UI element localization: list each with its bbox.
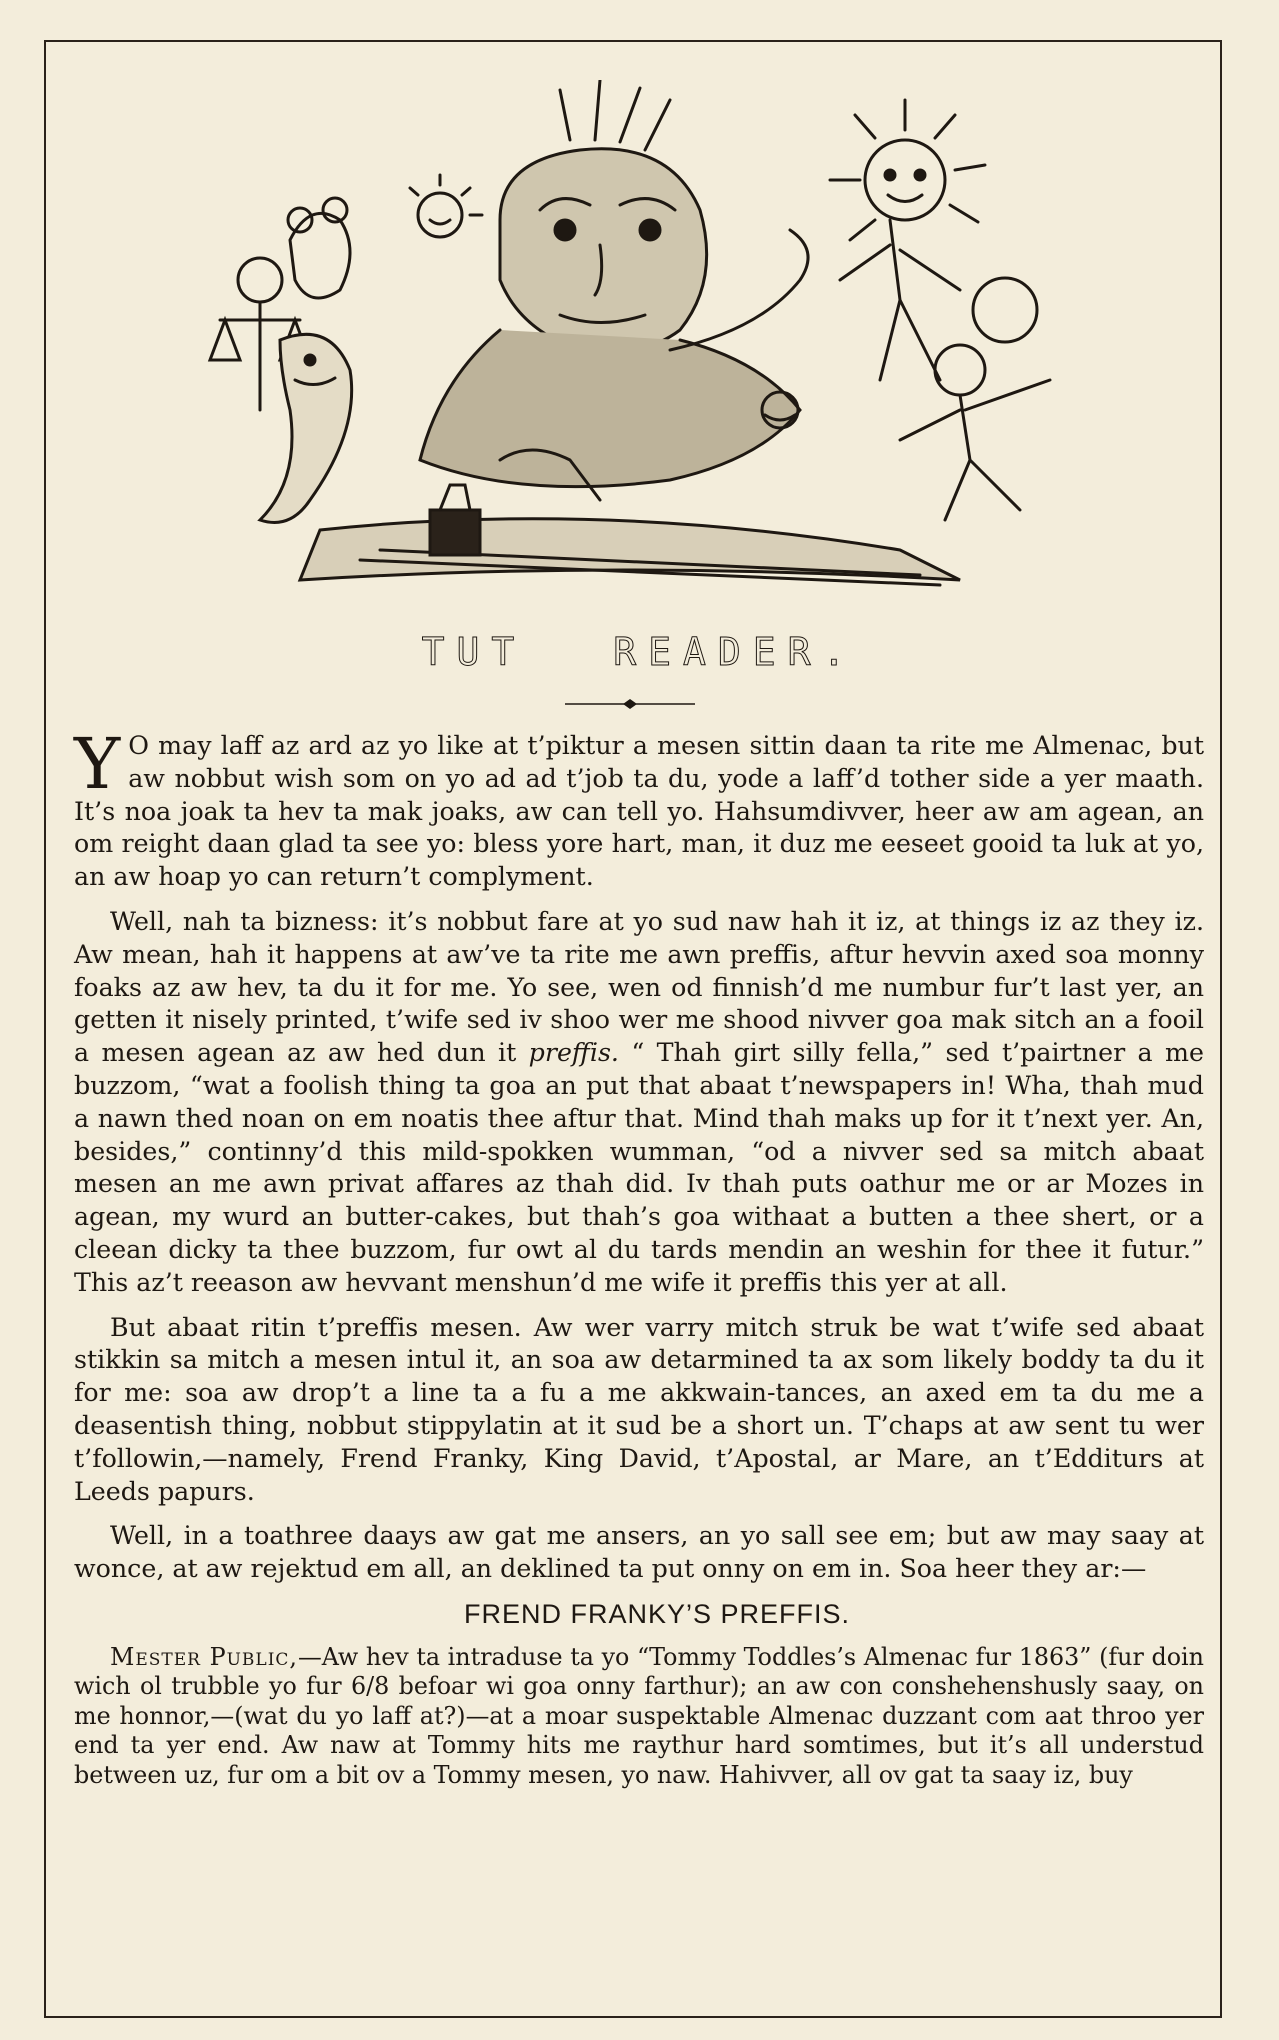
page-title (0, 630, 1279, 676)
section-heading: FREND FRANKY’S PREFFIS. (463, 1598, 851, 1629)
ornamental-divider (565, 698, 695, 710)
drop-cap: Y (74, 723, 121, 805)
paragraph-1 (74, 723, 1204, 894)
title-word-reader: READER. (613, 630, 858, 674)
paragraph-4: Well, in a toathree daays aw gat me ansers, an yo sall see em; but aw may saay at wonce, at aw rejektud em all, an deklined ta put onny on em in. Soa heer they ar:— (74, 1521, 1204, 1584)
grotesque-writer-illustration (200, 80, 1120, 610)
paragraph-2-text-before: Well, nah ta bizness: it’s nobbut fare at yo sud naw hah it iz, at things iz az they iz. Aw mean, hah it happens at aw’ve ta rite me awn preffis, aftur hevvin axed soa monny foaks az aw hev, ta du it for me. Yo see, wen od finnish’d me numbur fur’t last yer, an getten it nisely printed, t’wife sed iv shoo wer me shood nivver goa mak sitch an a fooil a mesen agean az aw hed dun it (74, 906, 1204, 1068)
paragraph-1-text: O may laff az ard az yo like at t’piktur a mesen sittin daan ta rite me Almenac, but aw nobbut wish som on yo ad ad t’job ta du, yode a laff’d tother side a yer maath. It’s noa joak ta hev ta mak joaks, aw can tell yo. Hahsumdivver, heer aw am agean, an om reight daan glad ta see yo: bless yore hart, man, it duz me eeseet gooid ta luk at yo, an aw hoap yo can return’t complyment. (74, 731, 1204, 892)
paragraph-2-italic: preffis. (528, 1038, 619, 1068)
paragraph-3: But abaat ritin t’preffis mesen. Aw wer varry mitch struk be wat t’wife sed abaat stikkin sa mitch a mesen intul it, an soa aw detarmined ta ax som likely boddy ta du it for me: soa aw drop’t a line ta a fu a me akkwain-tances, an axed em ta du me a deasentish thing, nobbut stippylatin at it sud be a short un. T’chaps at aw sent tu wer t’followin,—namely, Frend Franky, King David, t’Apostal, ar Mare, an t’Edditurs at Leeds papurs. (74, 1312, 1204, 1506)
paragraph-2 (74, 906, 1204, 1300)
letter-salutation: Mester Public, (110, 1642, 298, 1671)
letter-text: —Aw hev ta intraduse ta yo “Tommy Toddles’s Almenac fur 1863” (fur doin wich ol trubble yo fur 6/8 befoar wi goa onny farthur); an aw con conshehenshusly saay, on me honnor,—(wat du yo laff at?)—at a moar suspektable Almenac duzzant com aat throo yer end ta yer end. Aw naw at Tommy hits me raythur hard somtimes, but it’s all understud between uz, fur om a bit ov a Tommy mesen, yo naw. Hahivver, all ov gat ta saay iz, buy (74, 1642, 1204, 1789)
body-text (74, 723, 1204, 1802)
paragraph-2-text-after: “ Thah girt silly fella,” sed t’pairtner a me buzzom, “wat a foolish thing ta goa an put that abaat t’newspapers in! Wha, thah mud a nawn thed noan on em noatis thee aftur that. Mind thah maks up for it t’next yer. An, besides,” continny’d this mild-spokken wumman, “od a nivver sed sa mitch abaat mesen an me awn privat affares az thah did. Iv thah puts oathur me or ar Mozes in agean, my wurd an butter-cakes, but thah’s goa withaat a butten a thee shert, or a cleean dicky ta thee buzzom, fur owt al du tards mendin an weshin for thee it futur.” This az’t reeason aw hevvant menshun’d me wife it preffis this yer at all. (74, 1038, 1204, 1297)
letter-paragraph (74, 1643, 1204, 1791)
title-word-tut: TUT (421, 630, 527, 674)
